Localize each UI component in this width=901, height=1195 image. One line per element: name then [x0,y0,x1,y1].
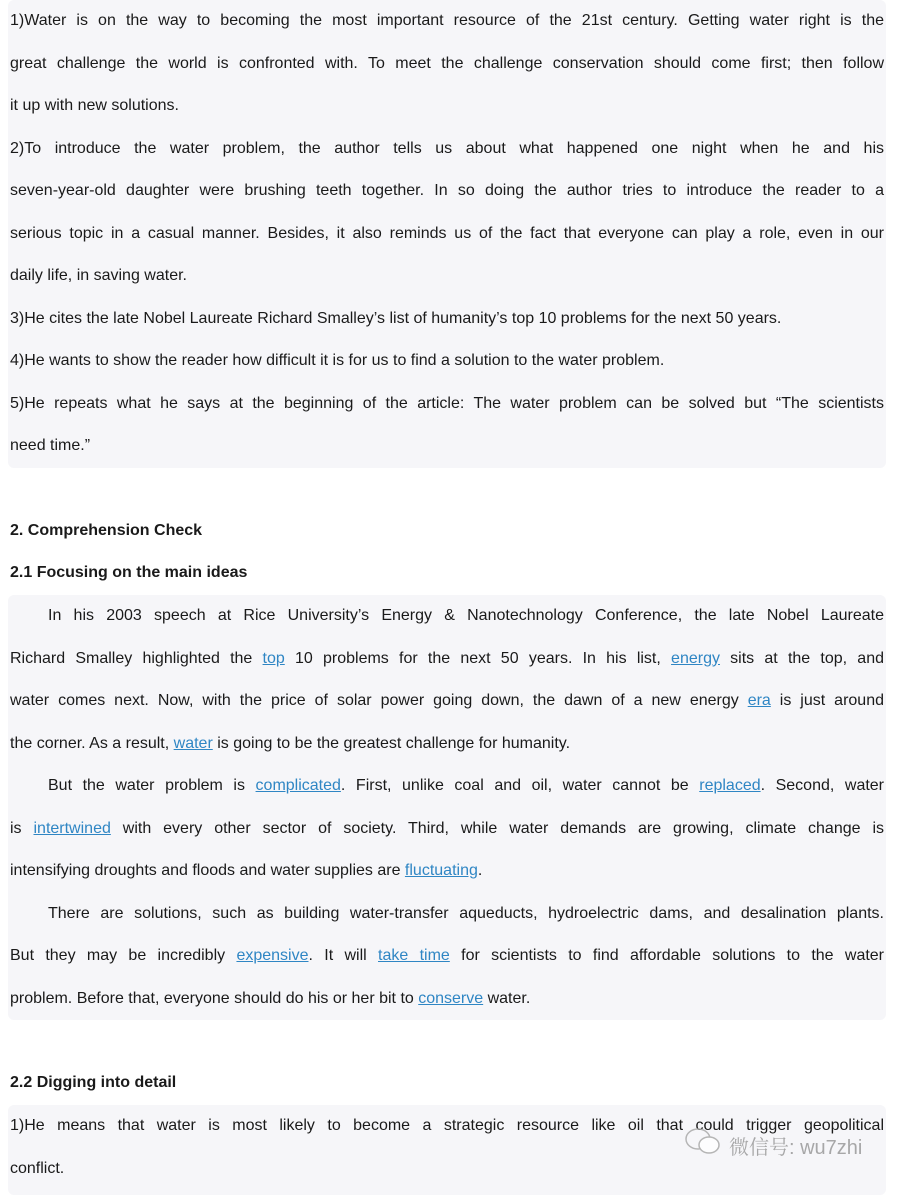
text-segment: . First, unlike coal and oil, water cannot be [340,777,700,794]
text-segment: 4)He wants to show the reader how difficult it is for us to find a solution to the water problem. [10,352,665,369]
vocab-link-replaced[interactable]: replaced [699,777,761,794]
text-segment: 5)He repeats what he says at the beginning of the article: The water problem can be solved but “The scientists [10,394,884,412]
text-line [8,680,886,723]
text-line [8,638,886,681]
text-segment: it up with new solutions. [10,97,179,114]
text-line [8,595,886,638]
text-segment: conflict. [10,1159,65,1177]
vocab-link-complicated[interactable]: complicated [255,777,341,794]
text-line [8,0,886,43]
text-line [8,723,886,766]
text-line [8,255,886,298]
vocab-link-intertwined[interactable]: intertwined [33,819,111,837]
text-segment: daily life, in saving water. [10,267,187,284]
text-line [8,43,886,86]
vocab-link-conserve[interactable]: conserve [418,989,484,1007]
text-line [8,978,886,1021]
text-segment: 10 problems for the next 50 years. In his list, [284,649,672,667]
heading-comprehension-check: 2. Comprehension Check [10,522,203,539]
text-segment: water comes next. Now, with the price of solar power going down, the dawn of a new energy [10,692,748,709]
heading-digging-detail: 2.2 Digging into detail [10,1074,177,1091]
text-segment: intensifying droughts and floods and water supplies are [10,862,405,879]
text-line [8,383,886,426]
text-segment: 1)He means that water is most likely to become a strategic resource like oil that could trigger geopolitical [10,1117,884,1134]
text-line [8,808,886,851]
text-segment: In his 2003 speech at Rice University’s Energy & Nanotechnology Conference, the late Nobel Laureate [48,607,884,624]
text-segment: But they may be incredibly [10,947,237,964]
text-line [8,425,886,468]
vocab-link-expensive[interactable]: expensive [236,947,309,964]
vocab-link-take-time[interactable]: take time [378,947,450,964]
text-segment: . [477,862,483,879]
text-line [8,128,886,171]
text-segment: 2)To introduce the water problem, the author tells us about what happened one night when he and his [10,139,884,157]
vocab-link-water[interactable]: water [173,734,213,752]
wechat-icon [683,1127,723,1163]
text-segment: need time.” [10,437,91,454]
vocab-link-top[interactable]: top [262,649,285,667]
text-segment: is [10,819,34,837]
text-segment: problem. Before that, everyone should do his or her bit to [10,989,419,1007]
text-line [8,213,886,256]
text-segment: water. [483,989,531,1007]
text-segment: 1)Water is on the way to becoming the most important resource of the 21st century. Getting water right is the [10,12,884,29]
text-segment: sits at the top, and [719,649,884,667]
text-segment: for scientists to find affordable solutions to the water [449,947,885,964]
watermark-text: 微信号: wu7zhi [729,1136,863,1159]
text-line [8,85,886,128]
text-line [8,850,886,893]
text-line [8,340,886,383]
summary-paragraph-block [8,595,886,1020]
text-line [8,765,886,808]
text-line [8,935,886,978]
answer-block-intro [8,0,886,468]
text-segment: . It will [308,947,379,964]
text-segment: . Second, water [760,777,885,794]
wechat-watermark [683,1127,862,1163]
text-segment: is just around [770,692,884,709]
vocab-link-fluctuating[interactable]: fluctuating [404,862,478,879]
vocab-link-energy[interactable]: energy [671,649,720,667]
text-segment: But the water problem is [48,777,256,794]
text-segment: serious topic in a casual manner. Besides, it also reminds us of the fact that everyone can play a role, even in our [10,224,884,242]
text-segment: great challenge the world is confronted with. To meet the challenge conservation should come first; then follow [10,54,884,72]
text-segment: 3)He cites the late Nobel Laureate Richard Smalley’s list of humanity’s top 10 problems for the next 50 years. [10,309,782,327]
text-segment: There are solutions, such as building water-transfer aqueducts, hydroelectric dams, and desalination plants. [48,904,884,922]
text-line [8,298,886,341]
text-segment: Richard Smalley highlighted the [10,649,263,667]
vocab-link-era[interactable]: era [747,692,771,709]
text-line [8,893,886,936]
text-segment: seven-year-old daughter were brushing teeth together. In so doing the author tries to introduce the reader to a [10,182,884,199]
text-line [8,170,886,213]
text-segment: the corner. As a result, [10,734,174,752]
heading-main-ideas: 2.1 Focusing on the main ideas [10,564,248,581]
text-segment: with every other sector of society. Third, while water demands are growing, climate change is [110,819,885,837]
text-segment: is going to be the greatest challenge for humanity. [212,734,571,752]
